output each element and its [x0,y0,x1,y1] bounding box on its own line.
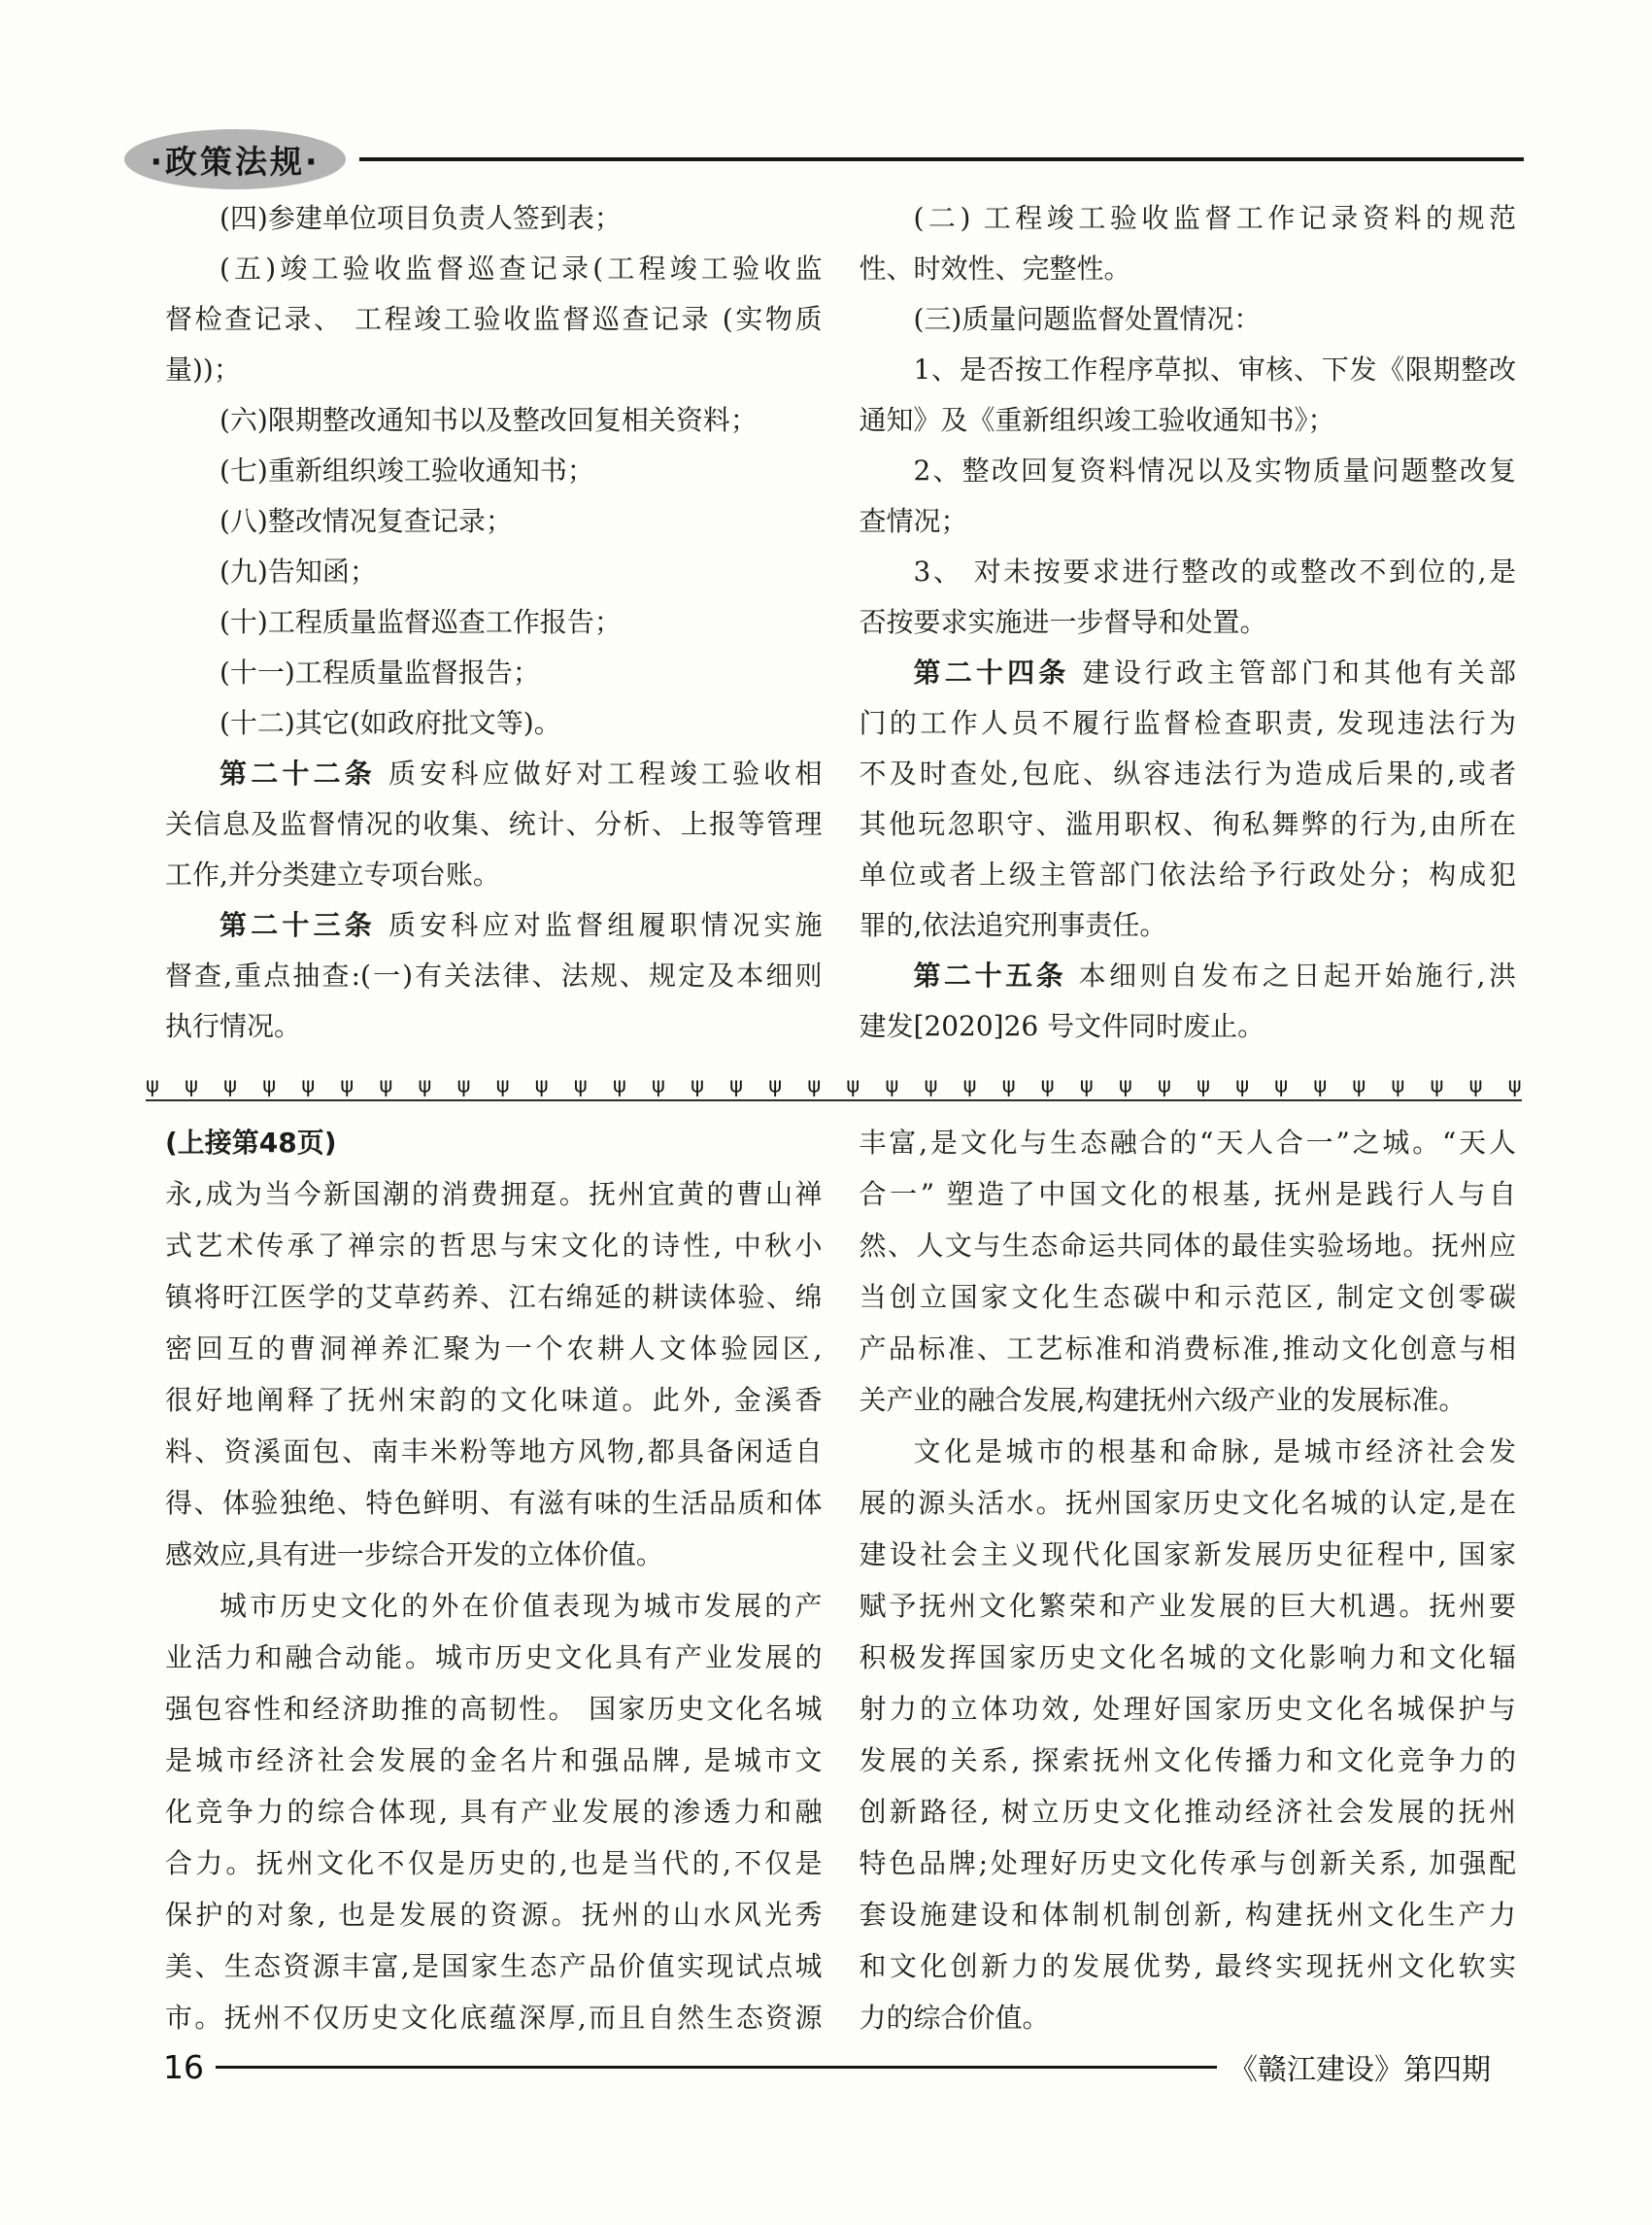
text-line: 督检查记录、 工程竣工验收监督巡查记录 (实物质 [165,303,823,335]
divider-ornament: ψ [1001,1072,1016,1097]
text-line: 通知》及《重新组织竣工验收通知书》； [859,404,1335,436]
divider-ornament: ψ [1507,1072,1522,1097]
text-line: 然、人文与生态命运共同体的最佳实验场地。抚州应 [859,1230,1516,1262]
text-line: (七)重新组织竣工验收通知书； [219,455,594,487]
page-number: 16 [163,2047,204,2086]
text-line: 是城市经济社会发展的金名片和强品牌, 是城市文 [165,1744,823,1776]
text-line: 特色品牌;处理好历史文化传承与创新关系, 加强配 [859,1847,1516,1879]
text-line: 当创立国家文化生态碳中和示范区, 制定文创零碳 [859,1281,1516,1313]
text-line: 工作,并分类建立专项台账。 [165,859,500,891]
divider-ornament: ψ [924,1072,938,1097]
text-line: 密回互的曹洞禅养汇聚为一个农耕人文体验园区, [165,1332,823,1365]
divider-ornament: ψ [885,1072,899,1097]
footer-rule [216,2066,1217,2069]
continued-article-right-column [860,1117,1517,2043]
text-line: 套设施建设和体制机制创新, 构建抚州文化生产力 [859,1899,1516,1931]
divider-ornament: ψ [691,1072,704,1097]
text-line: (上接第48页) [165,1127,337,1159]
continued-article [165,1117,1516,2043]
divider-ornament: ψ [962,1072,977,1097]
text-line: 合一” 塑造了中国文化的根基, 抚州是践行人与自 [859,1178,1516,1210]
text-line: (二) 工程竣工验收监督工作记录资料的规范 [913,202,1516,234]
text-line: (四)参建单位项目负责人签到表； [219,202,622,234]
page-header [124,127,1524,191]
divider-ornament: ψ [223,1072,238,1097]
divider-ornament: ψ [1158,1072,1171,1097]
text-line: 关信息及监督情况的收集、统计、分析、上报等管理 [165,808,823,840]
text-line: 3、 对未按要求进行整改的或整改不到位的,是 [913,556,1516,588]
continued-article-left-column [165,1117,823,2043]
journal-issue: 《赣江建设》第四期 [1229,2053,1491,2087]
text-line: (三)质量问题监督处置情况： [913,303,1262,335]
text-line: 其他玩忽职守、滥用职权、徇私舞弊的行为,由所在 [859,808,1516,840]
text-line: 市。抚州不仅历史文化底蕴深厚,而且自然生态资源 [165,2002,823,2034]
text-line: (五)竣工验收监督巡查记录(工程竣工验收监 [219,253,823,285]
text-line: 丰富,是文化与生态融合的“天人合一”之城。“天人 [859,1127,1516,1159]
text-line: 永,成为当今新国潮的消费拥趸。抚州宜黄的曹山禅 [165,1178,823,1210]
page-footer [163,2045,1491,2088]
text-line: 第二十三条 质安科应对监督组履职情况实施 [219,909,823,941]
text-line: 力的综合价值。 [859,2002,1050,2034]
text-line: 式艺术传承了禅宗的哲思与宋文化的诗性, 中秋小 [165,1230,823,1262]
text-line: 射力的立体功效, 处理好国家历史文化名城保护与 [859,1693,1516,1725]
text-line: 赋予抚州文化繁荣和产业发展的巨大机遇。抚州要 [859,1590,1516,1622]
text-line: 展的源头活水。抚州国家历史文化名城的认定,是在 [859,1487,1516,1519]
divider-ornament: ψ [301,1072,316,1097]
divider-ornament: ψ [340,1072,354,1097]
text-line: 积极发挥国家历史文化名城的文化影响力和文化辐 [859,1641,1516,1673]
divider-ornament: ψ [729,1072,744,1097]
text-line: 不及时查处,包庇、纵容违法行为造成后果的,或者 [859,758,1516,790]
divider-ornament: ψ [1197,1072,1210,1097]
divider-ornament: ψ [262,1072,277,1097]
text-line: (十)工程质量监督巡查工作报告； [219,606,622,638]
divider-ornament: ψ [612,1072,626,1097]
text-line: 第二十二条 质安科应做好对工程竣工验收相 [219,758,823,790]
divider-ornament: ψ [146,1072,159,1097]
text-line: (六)限期整改通知书以及整改回复相关资料； [219,404,758,436]
top-article-left-column [165,193,823,1052]
text-line: 发展的关系, 探索抚州文化传播力和文化竞争力的 [859,1744,1516,1776]
text-line: 量))； [165,354,241,386]
text-line: 罪的,依法追究刑事责任。 [859,909,1167,941]
divider-ornament: ψ [768,1072,783,1097]
divider-ornament: ψ [573,1072,588,1097]
top-article [165,193,1516,1052]
divider-ornament: ψ [1040,1072,1055,1097]
text-line: (九)告知函； [219,556,377,588]
text-line: 2、整改回复资料情况以及实物质量问题整改复 [913,455,1516,487]
text-line: 得、体验独绝、特色鲜明、有滋有味的生活品质和体 [165,1487,823,1519]
divider-ornament: ψ [379,1072,393,1097]
section-divider [146,1064,1522,1101]
divider-ornament: ψ [1235,1072,1250,1097]
text-line: 强包容性和经济助推的高韧性。 国家历史文化名城 [165,1693,823,1725]
divider-ornament: ψ [185,1072,198,1097]
divider-ornament: ψ [456,1072,471,1097]
divider-ornament: ψ [652,1072,665,1097]
divider-ornament: ψ [495,1072,510,1097]
text-line: 美、生态资源丰富,是国家生态产品价值实现试点城 [165,1950,823,1982]
text-line: 第二十四条 建设行政主管部门和其他有关部 [913,657,1516,689]
divider-ornament: ψ [1079,1072,1094,1097]
text-line: 门的工作人员不履行监督检查职责, 发现违法行为 [859,707,1516,739]
text-line: 很好地阐释了抚州宋韵的文化味道。此外, 金溪香 [165,1384,823,1416]
divider-ornament: ψ [1274,1072,1289,1097]
header-rule [359,157,1524,161]
section-badge: ·政策法规· [124,129,346,189]
text-line: 城市历史文化的外在价值表现为城市发展的产 [219,1590,823,1622]
text-line: 产品标准、工艺标准和消费标准,推动文化创意与相 [859,1332,1516,1365]
text-line: 保护的对象, 也是发展的资源。抚州的山水风光秀 [165,1899,823,1931]
divider-ornament: ψ [534,1072,549,1097]
text-line: 料、资溪面包、南丰米粉等地方风物,都具备闲适自 [165,1435,823,1467]
text-line: 建设社会主义现代化国家新发展历史征程中, 国家 [859,1538,1516,1570]
text-line: 和文化创新力的发展优势, 最终实现抚州文化软实 [859,1950,1516,1982]
text-line: 1、是否按工作程序草拟、审核、下发《限期整改 [913,354,1516,386]
text-line: 性、时效性、完整性。 [859,253,1131,285]
divider-ornament: ψ [418,1072,432,1097]
text-line: 创新路径, 树立历史文化推动经济社会发展的抚州 [859,1796,1516,1828]
divider-ornament: ψ [1391,1072,1405,1097]
divider-ornament: ψ [1352,1072,1366,1097]
text-line: 关产业的融合发展,构建抚州六级产业的发展标准。 [859,1384,1467,1416]
divider-ornament: ψ [846,1072,860,1097]
top-article-right-column [860,193,1517,1052]
text-line: 否按要求实施进一步督导和处置。 [859,606,1267,638]
divider-ornament: ψ [1468,1072,1483,1097]
text-line: (八)整改情况复查记录； [219,505,513,537]
text-line: 化竞争力的综合体现, 具有产业发展的渗透力和融 [165,1796,823,1828]
text-line: 第二十五条 本细则自发布之日起开始施行,洪 [913,960,1516,992]
text-line: (十二)其它(如政府批文等)。 [219,707,561,739]
divider-ornament: ψ [807,1072,822,1097]
text-line: 合力。抚州文化不仅是历史的,也是当代的,不仅是 [165,1847,823,1879]
text-line: 建发[2020]26 号文件同时废止。 [859,1010,1265,1042]
text-line: (十一)工程质量监督报告； [219,657,540,689]
text-line: 文化是城市的根基和命脉, 是城市经济社会发 [913,1435,1516,1467]
divider-ornament: ψ [1313,1072,1328,1097]
text-line: 查情况； [859,505,968,537]
text-line: 执行情况。 [165,1010,302,1042]
text-line: 感效应,具有进一步综合开发的立体价值。 [165,1538,663,1570]
text-line: 业活力和融合动能。城市历史文化具有产业发展的 [165,1641,823,1673]
text-line: 督查,重点抽查:(一)有关法律、法规、规定及本细则 [165,960,823,992]
text-line: 单位或者上级主管部门依法给予行政处分；构成犯 [859,859,1516,891]
divider-ornament: ψ [1430,1072,1444,1097]
divider-ornament: ψ [1118,1072,1132,1097]
text-line: 镇将旴江医学的艾草药养、江右绵延的耕读体验、绵 [165,1281,823,1313]
